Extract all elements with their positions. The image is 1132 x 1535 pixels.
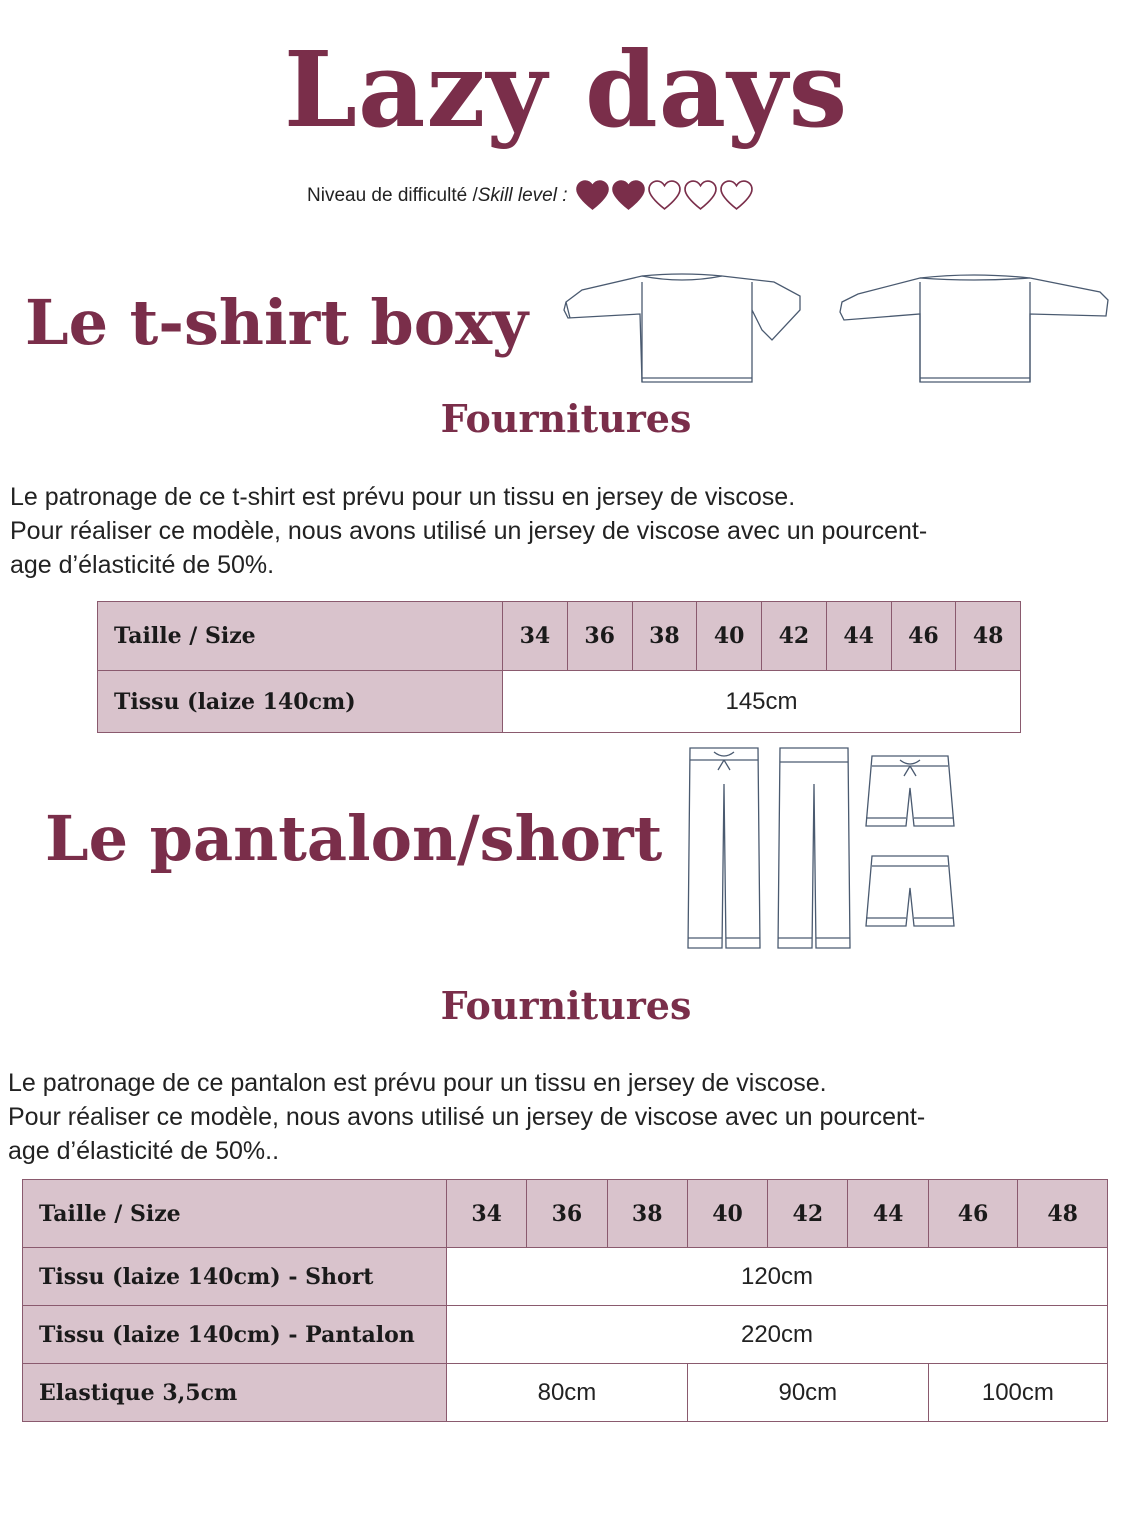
heart-empty-icon	[720, 180, 753, 211]
size-cell: 44	[826, 602, 891, 671]
pants-description-line: Le patronage de ce pantalon est prévu pour un tissu en jersey de viscose.	[8, 1069, 827, 1097]
size-cell: 40	[687, 1180, 767, 1248]
size-cell: 36	[567, 602, 632, 671]
tshirt-back-sketch-icon	[838, 270, 1110, 388]
heart-empty-icon	[648, 180, 681, 211]
size-cell: 38	[632, 602, 697, 671]
elastic-value-cell: 100cm	[928, 1364, 1107, 1422]
size-cell: 48	[956, 602, 1021, 671]
size-cell: 34	[447, 1180, 527, 1248]
elastic-label-cell: Elastique 3,5cm	[23, 1364, 447, 1422]
size-label-cell: Taille / Size	[98, 602, 503, 671]
tshirt-description-line: Pour réaliser ce modèle, nous avons utilisé un jersey de viscose avec un pourcent-	[10, 517, 928, 545]
skill-level	[307, 180, 753, 211]
pants-description-line: Pour réaliser ce modèle, nous avons utilisé un jersey de viscose avec un pourcent-	[8, 1103, 926, 1131]
size-cell: 36	[527, 1180, 607, 1248]
heart-filled-icon	[576, 180, 609, 211]
tshirt-front-sketch-icon	[562, 270, 804, 388]
pantalon-fabric-value-cell: 220cm	[447, 1306, 1108, 1364]
size-cell: 46	[928, 1180, 1018, 1248]
tshirt-description-line: Le patronage de ce t-shirt est prévu pour un tissu en jersey de viscose.	[10, 483, 796, 511]
pants-description	[8, 1066, 925, 1168]
tshirt-supplies-table	[97, 601, 1021, 733]
size-cell: 42	[762, 602, 827, 671]
pantalon-fabric-label-cell: Tissu (laize 140cm) - Pantalon	[23, 1306, 447, 1364]
skill-label-en: Skill level :	[477, 184, 568, 206]
short-fabric-label-cell: Tissu (laize 140cm) - Short	[23, 1248, 447, 1306]
short-front-sketch-icon	[864, 752, 956, 832]
fabric-label-cell: Tissu (laize 140cm)	[98, 671, 503, 733]
tshirt-supplies-heading: Fournitures	[440, 396, 692, 441]
short-back-sketch-icon	[864, 852, 956, 932]
size-cell: 38	[607, 1180, 687, 1248]
size-cell: 34	[503, 602, 568, 671]
tshirt-description	[10, 480, 927, 582]
size-cell: 48	[1018, 1180, 1108, 1248]
tshirt-description-line: age d’élasticité de 50%.	[10, 551, 275, 579]
size-cell: 44	[848, 1180, 928, 1248]
tshirt-heading: Le t-shirt boxy	[25, 286, 529, 359]
size-cell: 42	[768, 1180, 848, 1248]
table-row	[98, 602, 1021, 671]
skill-label: Niveau de difficulté /	[307, 184, 478, 206]
heart-filled-icon	[612, 180, 645, 211]
pants-back-sketch-icon	[774, 744, 854, 954]
size-cell: 40	[697, 602, 762, 671]
pants-heading: Le pantalon/short	[45, 802, 663, 875]
table-row	[23, 1364, 1108, 1422]
fabric-value-cell: 145cm	[503, 671, 1021, 733]
heart-empty-icon	[684, 180, 717, 211]
size-cell: 46	[891, 602, 956, 671]
table-row	[23, 1306, 1108, 1364]
elastic-value-cell: 80cm	[447, 1364, 688, 1422]
pants-description-line: age d’élasticité de 50%..	[8, 1137, 280, 1165]
size-label-cell: Taille / Size	[23, 1180, 447, 1248]
elastic-value-cell: 90cm	[687, 1364, 928, 1422]
table-row	[23, 1248, 1108, 1306]
pants-front-sketch-icon	[684, 744, 764, 954]
table-row	[23, 1180, 1108, 1248]
short-fabric-value-cell: 120cm	[447, 1248, 1108, 1306]
table-row	[98, 671, 1021, 733]
pants-supplies-heading: Fournitures	[440, 983, 692, 1028]
skill-rating	[576, 180, 753, 211]
page-title: Lazy days	[283, 28, 849, 151]
pants-supplies-table	[22, 1179, 1108, 1422]
